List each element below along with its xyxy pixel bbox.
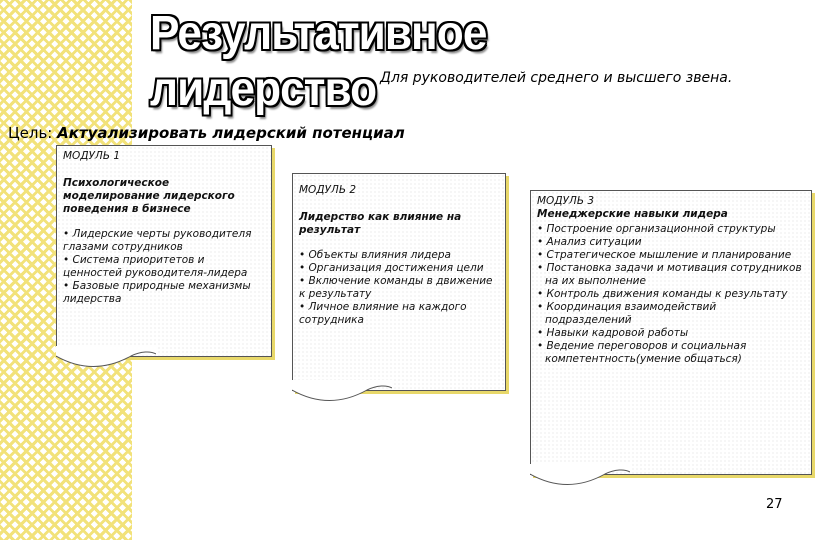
module-2-heading: Лидерство как влияние на результат: [299, 211, 462, 236]
module-2-list: [299, 249, 499, 327]
card-wave-edge: [292, 380, 392, 404]
list-item: • Лидерские черты руководителя глазами сотрудников: [63, 228, 265, 254]
list-item: • Система приоритетов и ценностей руководителя-лидера: [63, 254, 265, 280]
list-item: • Контроль движения команды к результату: [537, 288, 805, 301]
module-1-heading: Психологическое моделирование лидерского поведения в бизнесе: [63, 177, 235, 215]
module-3-label: МОДУЛЬ 3: [537, 195, 595, 207]
list-item: • Базовые природные механизмы лидерства: [63, 280, 265, 306]
list-item: • Навыки кадровой работы: [537, 327, 805, 340]
slide-subtitle: Для руководителей среднего и высшего звена.: [380, 70, 733, 86]
list-item: • Включение команды в движение к результату: [299, 275, 499, 301]
list-item: • Стратегическое мышление и планирование: [537, 249, 805, 262]
module-1-label: МОДУЛЬ 1: [63, 150, 121, 162]
module-2-label: МОДУЛЬ 2: [299, 184, 357, 196]
module-3-card: [530, 190, 812, 475]
goal-label: Цель:: [8, 124, 53, 142]
goal-text: Актуализировать лидерский потенциал: [57, 124, 405, 142]
page-number: 27: [766, 497, 783, 512]
list-item: • Объекты влияния лидера: [299, 249, 499, 262]
module-2-card: [292, 173, 506, 391]
card-wave-edge: [56, 346, 156, 370]
module-3-list: [537, 223, 805, 366]
list-item: • Ведение переговоров и социальная компетентность(умение общаться): [537, 340, 805, 366]
list-item: • Анализ ситуации: [537, 236, 805, 249]
list-item: • Координация взаимодействий подразделений: [537, 301, 805, 327]
list-item: • Организация достижения цели: [299, 262, 499, 275]
module-3-heading: Менеджерские навыки лидера: [537, 208, 728, 220]
slide-title: Результативное лидерство: [150, 7, 487, 116]
list-item: • Постановка задачи и мотивация сотрудников на их выполнение: [537, 262, 805, 288]
card-wave-edge: [530, 464, 630, 488]
module-1-card: [56, 145, 272, 357]
list-item: • Построение организационной структуры: [537, 223, 805, 236]
list-item: • Личное влияние на каждого сотрудника: [299, 301, 499, 327]
goal-line: [8, 124, 405, 142]
module-1-list: [63, 228, 265, 306]
